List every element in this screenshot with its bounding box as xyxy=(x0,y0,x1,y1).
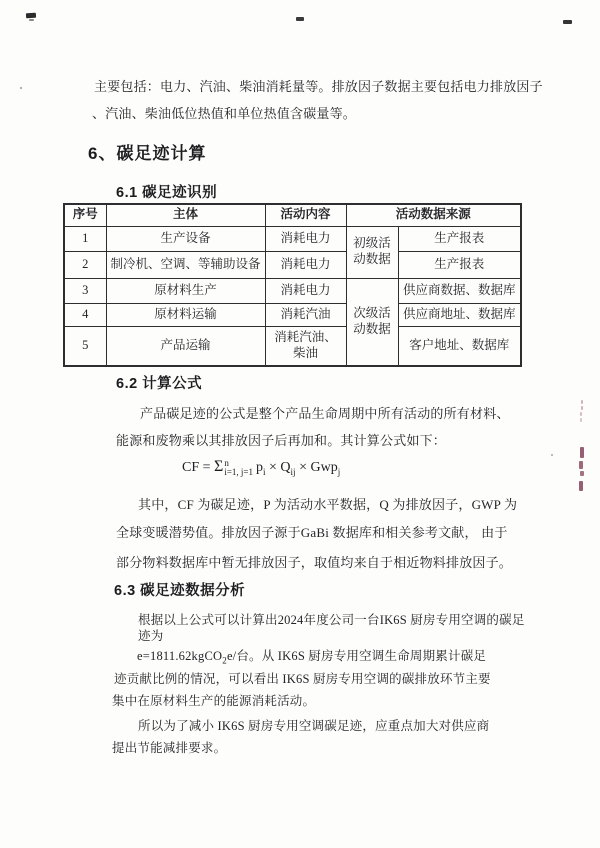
section-6-2-heading: 6.2 计算公式 xyxy=(116,376,203,392)
formula-gwp: Gwp xyxy=(310,460,338,475)
para-6-3-line-1: 根据以上公式可以计算出2024年度公司一台IK6S 厨房专用空调的碳足 xyxy=(138,613,525,627)
table-row xyxy=(64,326,521,366)
cell-source: 客户地址、数据库 xyxy=(398,326,521,366)
scan-artifact-stamp-tick xyxy=(580,471,584,476)
scan-artifact-stamp-tick xyxy=(581,400,583,404)
cell-source: 供应商数据、数据库 xyxy=(398,278,521,303)
table-row xyxy=(64,278,521,303)
scan-artifact-stamp-tick xyxy=(580,447,584,458)
cell-subject: 生产设备 xyxy=(106,226,265,251)
para-6-3-line-3 xyxy=(137,646,486,666)
formula-p-sub: i xyxy=(263,466,266,477)
formula-p: p xyxy=(256,460,263,475)
para-6-3-line-7: 提出节能减排要求。 xyxy=(112,741,227,755)
header-subject: 主体 xyxy=(106,204,265,226)
cell-activity: 消耗电力 xyxy=(265,278,346,303)
para-6-3-line-4: 迹贡献比例的情况，可以看出 IK6S 厨房专用空调的碳排放环节主要 xyxy=(114,672,491,686)
formula-times: × xyxy=(265,460,281,475)
para-6-2-line-2: 能源和废物乘以其排放因子后再加和。其计算公式如下： xyxy=(116,433,447,448)
scan-artifact-dot xyxy=(20,87,22,89)
scan-artifact-stamp-tick xyxy=(581,406,583,410)
scan-artifact-dot xyxy=(551,454,553,456)
cell-source: 生产报表 xyxy=(398,251,521,278)
cell-activity: 消耗电力 xyxy=(265,251,346,278)
section-6-heading: 6、碳足迹计算 xyxy=(88,144,207,163)
cell-activity: 消耗电力 xyxy=(265,226,346,251)
cell-data-group-primary: 初级活动数据 xyxy=(346,226,398,278)
cell-no: 3 xyxy=(64,278,106,303)
cell-no: 5 xyxy=(64,326,106,366)
cell-data-group-secondary: 次级活动数据 xyxy=(346,278,398,366)
cell-subject: 原材料生产 xyxy=(106,278,265,303)
header-data-source: 活动数据来源 xyxy=(346,204,521,226)
scan-artifact-stamp-tick xyxy=(580,418,582,422)
para-6-2-line-1: 产品碳足迹的公式是整个产品生命周期中所有活动的所有材料、 xyxy=(140,406,510,421)
section-6-3-heading: 6.3 碳足迹数据分析 xyxy=(114,583,246,599)
sigma-lower-limit: i=1, j=1 xyxy=(224,467,253,478)
intro-line-1: 主要包括：电力、汽油、柴油消耗量等。排放因子数据主要包括电力排放因子 xyxy=(94,79,543,94)
sigma-symbol: Σ xyxy=(214,458,224,475)
cell-subject: 产品运输 xyxy=(106,326,265,366)
formula-q: Q xyxy=(280,460,291,475)
cell-activity: 消耗汽油 xyxy=(265,303,346,326)
table-row xyxy=(64,251,521,278)
cell-source: 供应商地址、数据库 xyxy=(398,303,521,326)
formula-gwp-sub: j xyxy=(337,466,341,477)
sigma-limits xyxy=(224,459,253,477)
cell-activity: 消耗汽油、柴油 xyxy=(265,326,346,366)
cell-subject: 制冷机、空调、等辅助设备 xyxy=(106,251,265,278)
table-header-row xyxy=(64,204,521,226)
para-6-2b-line-1: 其中，CF 为碳足迹，P 为活动水平数据，Q 为排放因子，GWP 为 xyxy=(138,497,518,512)
cell-no: 4 xyxy=(64,303,106,326)
emission-value-text-cont: e/台。从 IK6S 厨房专用空调生命周期累计碳足 xyxy=(226,649,487,663)
table-row xyxy=(64,303,521,326)
cell-source: 生产报表 xyxy=(398,226,521,251)
scan-artifact-stamp-tick xyxy=(579,481,583,491)
para-6-2b-line-2: 全球变暖潜势值。排放因子源于GaBi 数据库和相关参考文献， 由于 xyxy=(116,525,508,540)
scan-artifact-dash xyxy=(26,13,36,19)
co2-subscript: 2 xyxy=(222,655,227,666)
scan-artifact-stamp-tick xyxy=(579,461,583,469)
formula-q-sub: ij xyxy=(290,466,296,477)
para-6-2b-line-3: 部分物料数据库中暂无排放因子，取值均来自于相近物料排放因子。 xyxy=(116,555,513,570)
header-activity: 活动内容 xyxy=(265,204,346,226)
table-row xyxy=(64,226,521,251)
cf-formula xyxy=(182,458,340,477)
sigma-upper-limit: n xyxy=(224,458,229,469)
cell-subject: 原材料运输 xyxy=(106,303,265,326)
formula-times: × xyxy=(295,460,311,475)
scan-artifact-stamp-tick xyxy=(580,412,582,416)
formula-lhs: CF = xyxy=(182,460,215,475)
section-6-1-heading: 6.1 碳足迹识别 xyxy=(116,185,218,201)
intro-line-2: 、汽油、柴油低位热值和单位热值含碳量等。 xyxy=(92,106,357,121)
header-no: 序号 xyxy=(64,204,106,226)
emission-value-text: e=1811.62kgCO xyxy=(137,649,223,663)
cell-no: 1 xyxy=(64,226,106,251)
scan-artifact-dash xyxy=(29,19,34,21)
cell-no: 2 xyxy=(64,251,106,278)
footprint-identification-table xyxy=(63,203,522,367)
para-6-3-line-2: 迹为 xyxy=(138,629,164,643)
scan-artifact-dash xyxy=(296,17,304,21)
scan-artifact-dash xyxy=(563,20,572,24)
para-6-3-line-6: 所以为了减小 IK6S 厨房专用空调碳足迹，应重点加大对供应商 xyxy=(138,719,490,733)
para-6-3-line-5: 集中在原材料生产的能源消耗活动。 xyxy=(112,694,316,708)
